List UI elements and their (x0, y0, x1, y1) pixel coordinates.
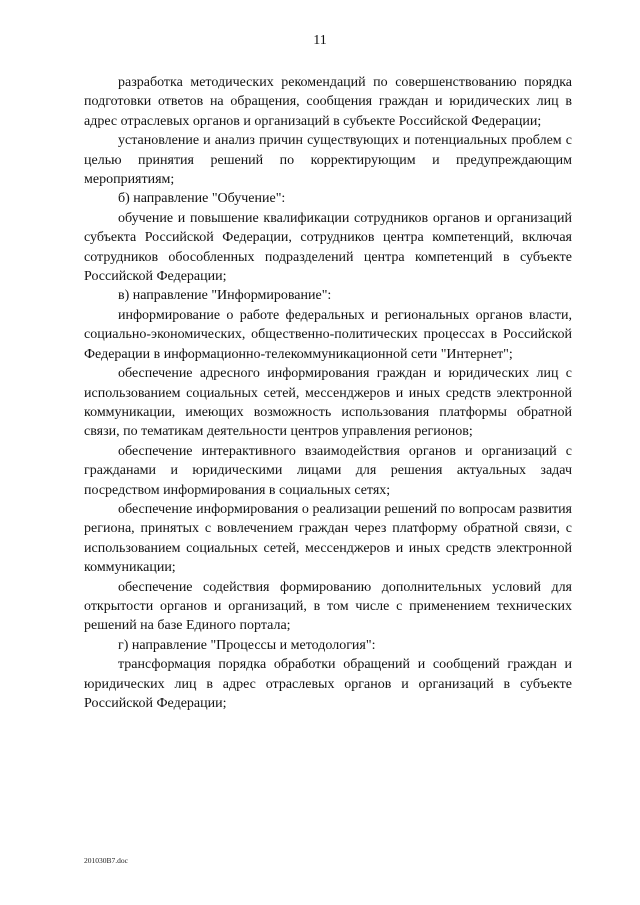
paragraph: обеспечение информирования о реализации решений по вопросам развития региона, принятых с вовлечением граждан через платформу обратной связи, с использованием социальных сетей, мессенджеров и иных средств электронной коммуникации; (84, 501, 572, 576)
section-heading: б) направление "Обучение": (118, 191, 286, 207)
paragraph: обеспечение адресного информирования граждан и юридических лиц с использованием социальных сетей, мессенджеров и иных средств электронной коммуникации, имеющих возможность использования платформы обратной связи, по тематикам деятельности центров управления регионов; (84, 366, 572, 440)
section-heading: в) направление "Информирование": (118, 288, 332, 304)
paragraph: обучение и повышение квалификации сотрудников органов и организаций субъекта Российской Федерации, сотрудников центра компетенций, включая сотрудников обособленных подразделений центра компетенций в субъекте Российской Федерации; (84, 210, 572, 285)
paragraph: установление и анализ причин существующих и потенциальных проблем с целью принятия решений по корректирующим и предупреждающим мероприятиям; (84, 133, 572, 188)
document-body (84, 73, 572, 713)
footer-filename: 201030B7.doc (84, 856, 128, 865)
paragraph: трансформация порядка обработки обращений и сообщений граждан и юридических лиц в адрес отраслевых органов и организаций в субъекте Российской Федерации; (84, 657, 572, 711)
page-number: 11 (313, 33, 327, 48)
paragraph: информирование о работе федеральных и региональных органов власти, социально-экономических, общественно-политических процессах в Российской Федерации в информационно-телекоммуникационной сети "Интернет"; (84, 307, 572, 362)
paragraph: обеспечение содействия формированию дополнительных условий для открытости органов и организаций, в том числе с применением технических решений на базе Единого портала; (84, 579, 572, 634)
section-heading: г) направление "Процессы и методология": (118, 637, 376, 653)
paragraph: разработка методических рекомендаций по совершенствованию порядка подготовки ответов на обращения, сообщения граждан и юридических лиц в адрес отраслевых органов и организаций в субъекте Российской Федерации; (84, 75, 572, 129)
paragraph: обеспечение интерактивного взаимодействия органов и организаций с гражданами и юридическими лицами для решения актуальных задач посредством информирования в социальных сетях; (84, 443, 572, 498)
